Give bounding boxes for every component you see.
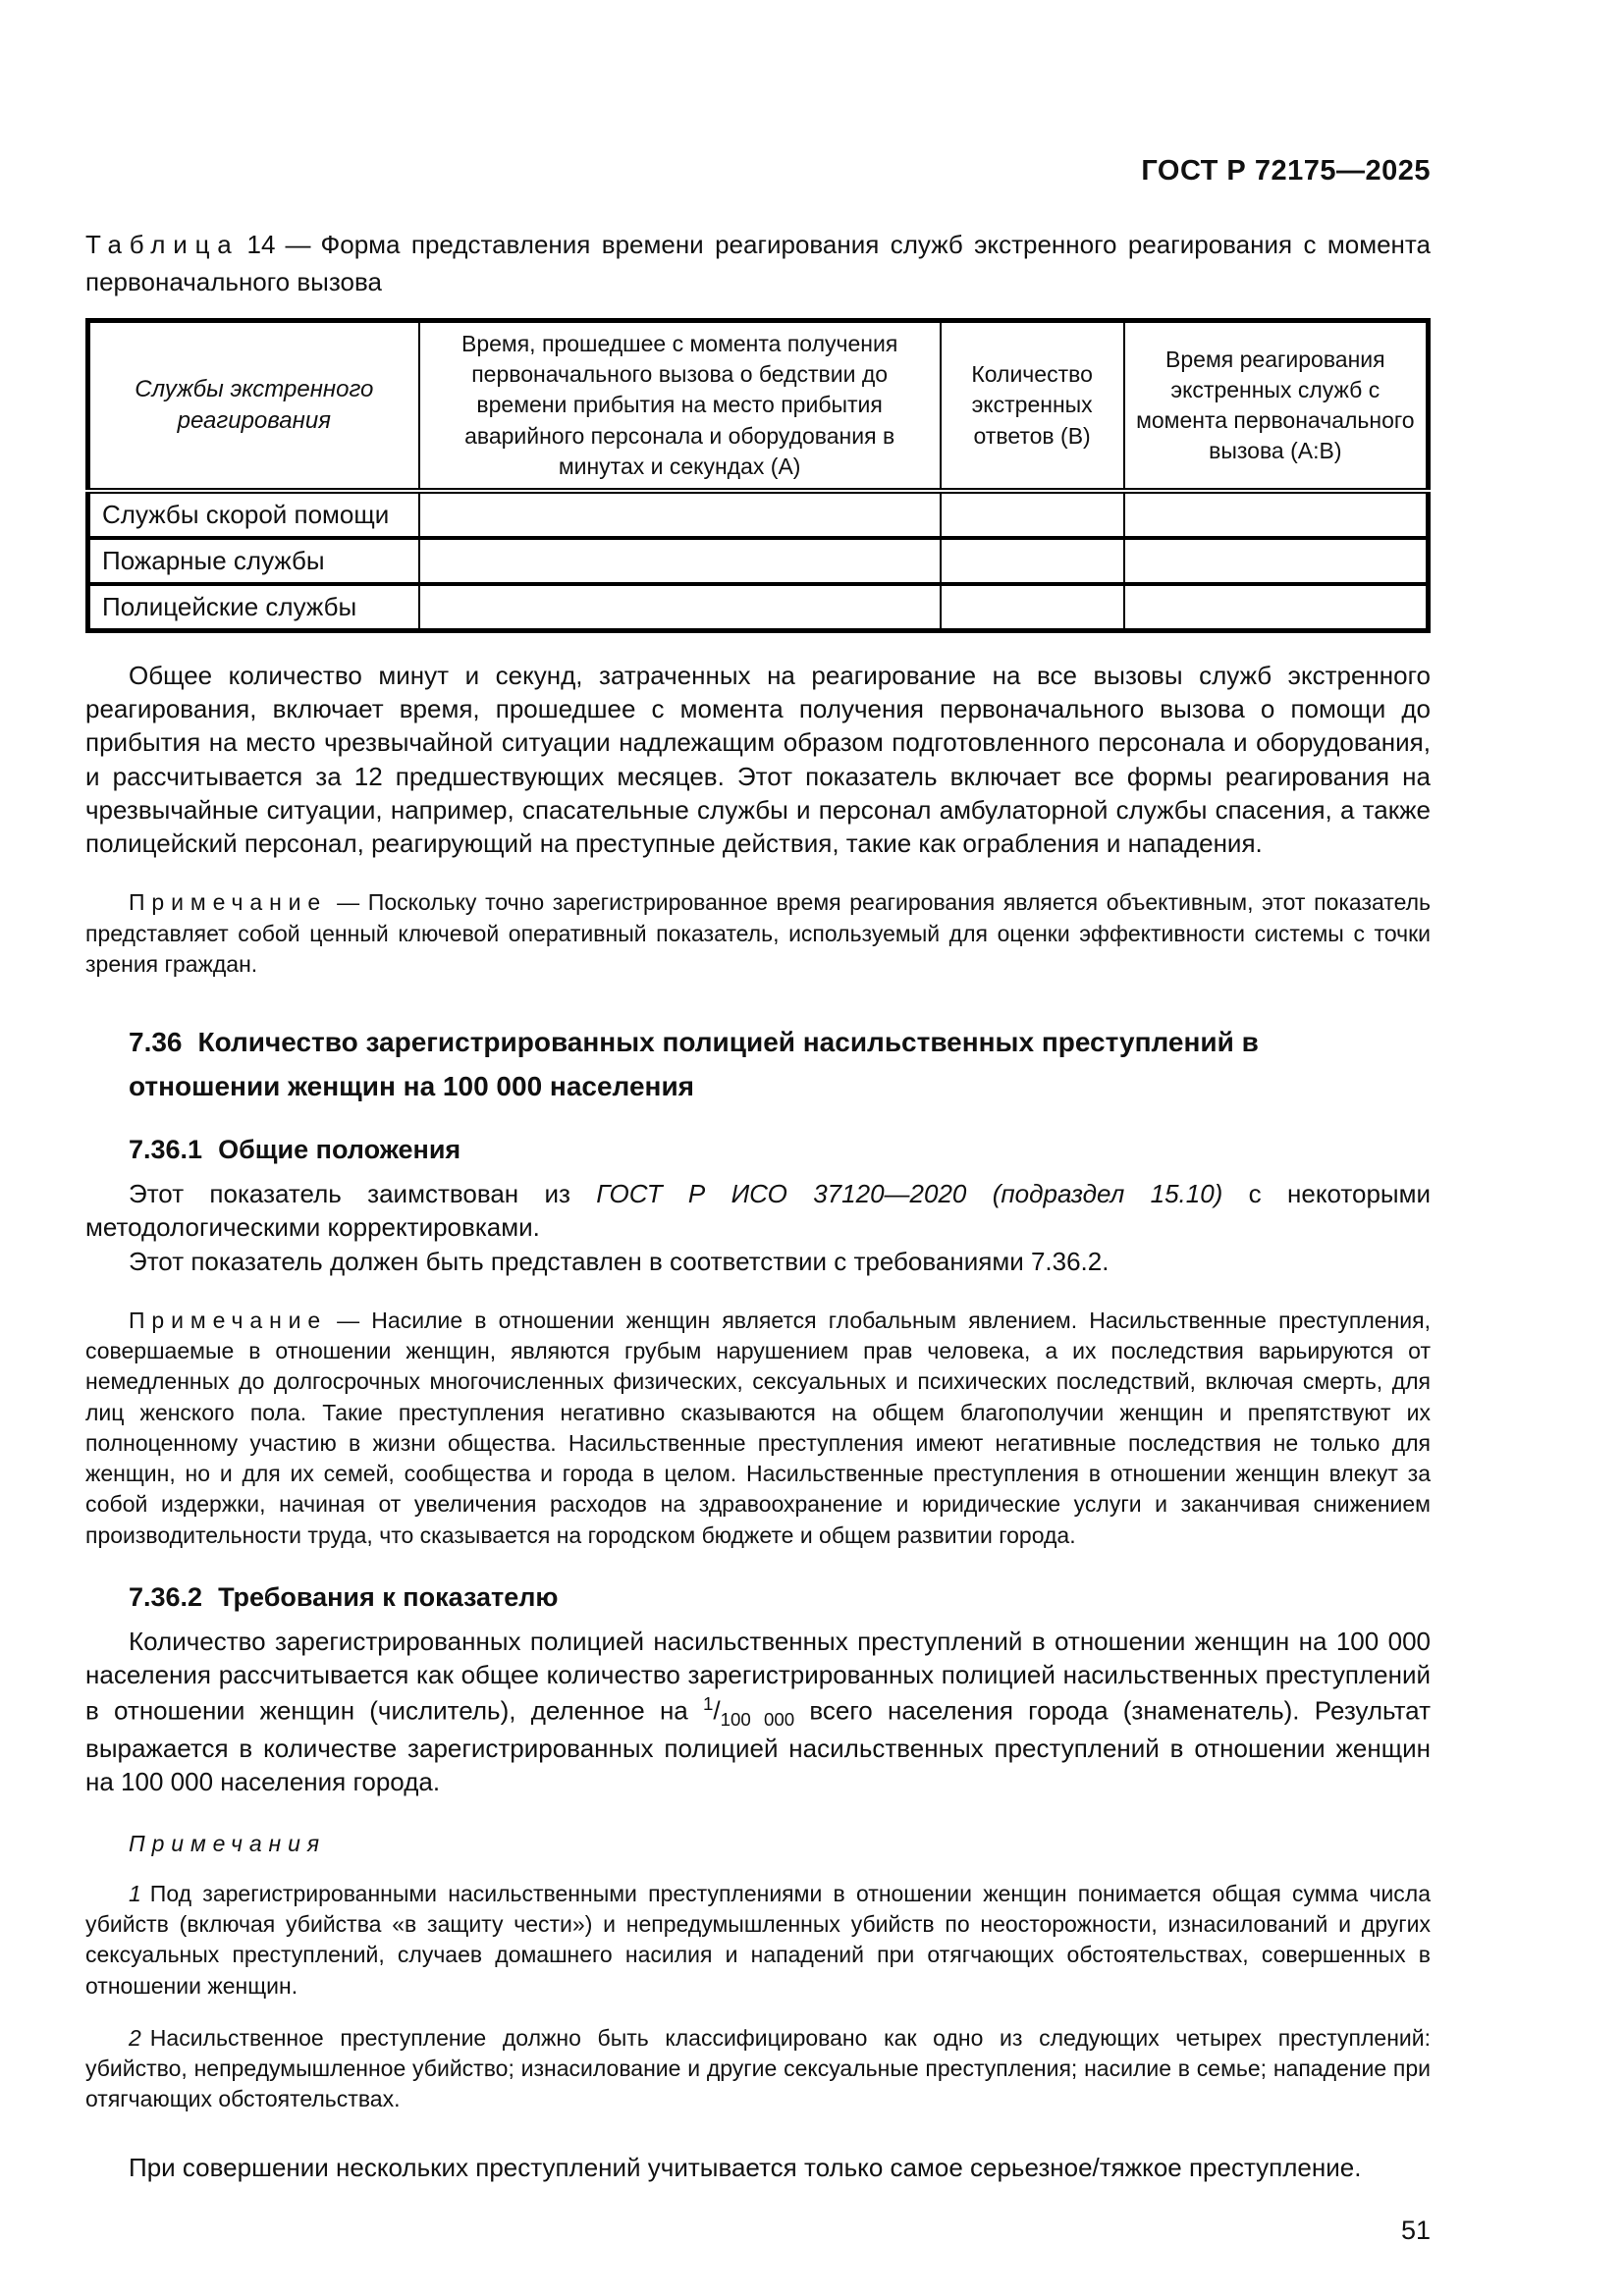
section-title: Количество зарегистрированных полицией насильственных преступлений в отношении женщин на 100 000 населения bbox=[129, 1027, 1259, 1102]
note-label: Примечание bbox=[129, 1307, 328, 1333]
note-item-1 bbox=[85, 1879, 1431, 2002]
page-number: 51 bbox=[1400, 2215, 1431, 2245]
paragraph-calculation bbox=[85, 1625, 1431, 1799]
note-item-number: 2 bbox=[129, 2024, 141, 2051]
note-label: Примечание bbox=[129, 889, 328, 916]
paragraph-borrowed-before: Этот показатель заимствован из bbox=[129, 1178, 597, 1208]
subsection-number: 7.36.1 bbox=[129, 1134, 203, 1164]
empty-value-cell bbox=[419, 538, 941, 584]
fraction-slash: / bbox=[713, 1695, 721, 1726]
empty-value-cell bbox=[1124, 538, 1429, 584]
empty-value-cell bbox=[941, 491, 1124, 538]
table-header-row bbox=[88, 321, 1429, 491]
note-violence bbox=[85, 1306, 1431, 1551]
note-item-2 bbox=[85, 2023, 1431, 2115]
subsection-heading-7-36-1 bbox=[129, 1135, 1431, 1165]
empty-value-cell bbox=[941, 538, 1124, 584]
table-row bbox=[88, 538, 1429, 584]
note-item-text: Насильственное преступление должно быть классифицировано как одно из следующих четырех преступлений: убийство, непредумышленное убийство; изнасилование и другие сексуальные преступления; насилие в семье; нападение при отягчающих обстоятельствах. bbox=[85, 2024, 1431, 2112]
paragraph-response-total: Общее количество минут и секунд, затраченных на реагирование на все вызовы служб экстренного реагирования, включает время, прошедшее с момента получения первоначального вызова о помощи до прибытия на место чрезвычайной ситуации надлежащим образом подготовленного персонала и оборудования, и рассчитывается за 12 предшествующих месяцев. Этот показатель включает все формы реагирования на чрезвычайные ситуации, например, спасательные службы и персонал амбулаторной службы спасения, а также полицейский персонал, реагирующий на преступные действия, такие как ограбления и нападения. bbox=[85, 660, 1431, 859]
section-heading-7-36 bbox=[129, 1021, 1307, 1109]
table-caption-label: Таблица bbox=[85, 230, 240, 259]
subsection-title: Требования к показателю bbox=[218, 1581, 559, 1612]
section-number: 7.36 bbox=[129, 1027, 183, 1058]
paragraph-calc-before: Количество зарегистрированных полицией насильственных преступлений в отношении женщин на 100 000 населения рассчитывается как общее количество зарегистрированных полицией насильственных преступлений в отношении женщин (числитель), деленное на bbox=[85, 1626, 1431, 1726]
table-caption-number: 14 bbox=[246, 230, 276, 259]
col-header-response-time: Время реагирования экстренных служб с момента первоначального вызова (А:В) bbox=[1124, 321, 1429, 491]
table-row bbox=[88, 584, 1429, 631]
subsection-heading-7-36-2 bbox=[129, 1582, 1431, 1613]
paragraph-final: При совершении нескольких преступлений учитывается только самое серьезное/тяжкое преступление. bbox=[129, 2152, 1362, 2182]
table-row bbox=[88, 491, 1429, 538]
fraction-denominator: 100 000 bbox=[720, 1708, 795, 1730]
subsection-title: Общие положения bbox=[218, 1134, 461, 1164]
notes-label: Примечания bbox=[129, 1830, 326, 1856]
empty-value-cell bbox=[419, 584, 941, 631]
paragraph-calc-after: всего населения города (знаменатель). Результат выражается в количестве зарегистрированных полицией насильственных преступлений в отношении женщин на 100 000 населения города. bbox=[85, 1695, 1431, 1797]
col-header-response-count: Количество экстренных ответов (В) bbox=[941, 321, 1124, 491]
fraction-numerator: 1 bbox=[702, 1692, 714, 1714]
table-caption-text: Форма представления времени реагирования служб экстренного реагирования с момента первоначального вызова bbox=[85, 230, 1431, 296]
empty-value-cell bbox=[1124, 584, 1429, 631]
paragraph-requirement: Этот показатель должен быть представлен в соответствии с требованиями 7.36.2. bbox=[129, 1246, 1110, 1276]
standard-number-header: ГОСТ Р 72175—2025 bbox=[1141, 155, 1431, 187]
table-caption-dash: — bbox=[285, 230, 311, 259]
service-cell-police: Полицейские службы bbox=[88, 584, 419, 631]
col-header-elapsed-time: Время, прошедшее с момента получения первоначального вызова о бедствии до времени прибытия на место прибытия аварийного персонала и оборудования в минутах и секундах (А) bbox=[419, 321, 941, 491]
note-item-text: Под зарегистрированными насильственными преступлениями в отношении женщин понимается общая сумма числа убийств (включая убийства «в защиту чести») и непредумышленных убийств по неосторожности, изнасилований и других сексуальных преступлений, случаев домашнего насилия и нападений при отягчающих обстоятельствах, совершенных в отношении женщин. bbox=[85, 1880, 1431, 1999]
service-cell-fire: Пожарные службы bbox=[88, 538, 419, 584]
empty-value-cell bbox=[1124, 491, 1429, 538]
note-text: — Насилие в отношении женщин является глобальным явлением. Насильственные преступления, совершаемые в отношении женщин, являются грубым нарушением прав человека, а их последствия варьируются от немедленных до долгосрочных многочисленных физических, сексуальных и психических последствий, включая смерть, для лиц женского пола. Такие преступления негативно сказываются на общем благополучии женщин и препятствуют их полноценному участию в жизни общества. Насильственные преступления имеют негативные последствия не только для женщин, но и для их семей, сообщества и города в целом. Насильственные преступления в отношении женщин влекут за собой издержки, начиная от увеличения расходов на здравоохранение и юридические услуги и заканчивая снижением производительности труда, что сказывается на городском бюджете и общем развитии города. bbox=[85, 1307, 1431, 1548]
service-cell-ambulance: Службы скорой помощи bbox=[88, 491, 419, 538]
standard-reference: ГОСТ Р ИСО 37120—2020 (подраздел 15.10) bbox=[596, 1178, 1223, 1208]
empty-value-cell bbox=[941, 584, 1124, 631]
empty-value-cell bbox=[419, 491, 941, 538]
note-text: — Поскольку точно зарегистрированное время реагирования является объективным, этот показатель представляет собой ценный ключевой оперативный показатель, используемый для оценки эффективности системы с точки зрения граждан. bbox=[85, 889, 1431, 978]
paragraph-borrowed bbox=[85, 1177, 1431, 1245]
table-14-response-times bbox=[85, 318, 1431, 632]
note-item-number: 1 bbox=[129, 1880, 141, 1906]
paragraph-borrowed-after: с некоторыми методологическими корректировками. bbox=[85, 1178, 1431, 1243]
note-response bbox=[85, 887, 1431, 980]
col-header-services: Службы экстренного реагирования bbox=[88, 321, 419, 491]
table-caption bbox=[85, 227, 1431, 300]
subsection-number: 7.36.2 bbox=[129, 1581, 203, 1612]
